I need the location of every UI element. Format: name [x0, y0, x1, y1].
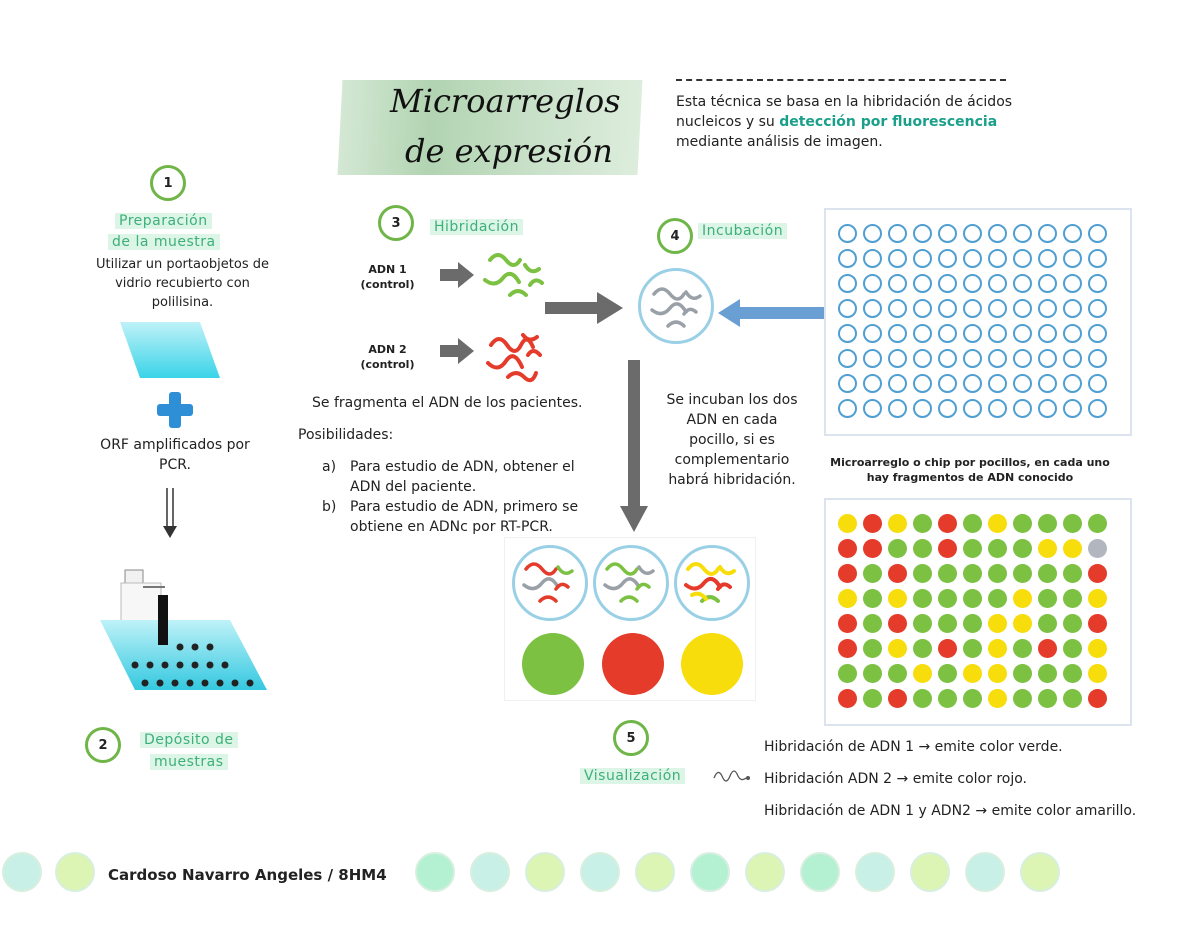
- footer-dot: [910, 852, 950, 892]
- chip-well: [1038, 274, 1057, 293]
- chip-well: [1063, 399, 1082, 418]
- result-well: [888, 614, 907, 633]
- green-dna-fragments: [480, 245, 550, 305]
- result-well: [863, 664, 882, 683]
- result-well: [1063, 589, 1082, 608]
- chip-well: [1013, 399, 1032, 418]
- adn2-sub: (control): [360, 358, 415, 371]
- chip-well: [888, 249, 907, 268]
- red-dna-fragments: [483, 325, 548, 385]
- result-well: [1063, 689, 1082, 708]
- result-well: [913, 589, 932, 608]
- result-red-dot: [602, 633, 664, 695]
- intro-after: mediante análisis de imagen.: [676, 134, 883, 150]
- result-well: [1088, 514, 1107, 533]
- opt-a-marker: a): [322, 459, 337, 475]
- result-well: [838, 614, 857, 633]
- chip-well: [888, 274, 907, 293]
- result-well: [963, 639, 982, 658]
- squiggle-arrow-icon: [712, 768, 752, 788]
- result-well: [1063, 539, 1082, 558]
- result-well: [963, 514, 982, 533]
- result-well: [1013, 589, 1032, 608]
- intro-rule: [676, 79, 1006, 81]
- arrow-to-incubation-icon: [545, 292, 625, 324]
- chip-well: [1013, 299, 1032, 318]
- result-well: [1013, 539, 1032, 558]
- step-2-label-2: muestras: [150, 754, 228, 770]
- chip-well: [838, 249, 857, 268]
- result-well: [1038, 664, 1057, 683]
- chip-well: [863, 324, 882, 343]
- chip-well: [1038, 349, 1057, 368]
- footer-dot: [690, 852, 730, 892]
- chip-well: [1063, 349, 1082, 368]
- chip-well: [1013, 349, 1032, 368]
- result-well: [863, 564, 882, 583]
- result-well: [888, 689, 907, 708]
- result-well: [938, 689, 957, 708]
- chip-well: [938, 249, 957, 268]
- result-well: [988, 614, 1007, 633]
- opt-b-marker: b): [322, 499, 337, 515]
- chip-well: [1088, 349, 1107, 368]
- footer-dot: [2, 852, 42, 892]
- footer-author: Cardoso Navarro Angeles / 8HM4: [108, 866, 387, 884]
- result-well: [963, 664, 982, 683]
- chip-well: [863, 374, 882, 393]
- chip-well: [838, 324, 857, 343]
- chip-well: [988, 249, 1007, 268]
- chip-result-grid: [838, 514, 1107, 708]
- result-well: [913, 564, 932, 583]
- opt-a-text: Para estudio de ADN, obtener el ADN del paciente.: [350, 459, 575, 495]
- result-well: [888, 639, 907, 658]
- chip-well: [938, 274, 957, 293]
- result-well: [963, 614, 982, 633]
- result-well: [988, 564, 1007, 583]
- chip-well: [963, 399, 982, 418]
- result-well: [938, 564, 957, 583]
- result-well: [913, 514, 932, 533]
- footer-dot: [965, 852, 1005, 892]
- adn1-sub: (control): [360, 278, 415, 291]
- chip-well: [1038, 299, 1057, 318]
- footer-dot: [1020, 852, 1060, 892]
- chip-well: [938, 324, 957, 343]
- result-well: [1088, 564, 1107, 583]
- legend-red: Hibridación ADN 2 → emite color rojo.: [764, 771, 1027, 787]
- chip-well: [913, 324, 932, 343]
- chip-well: [988, 349, 1007, 368]
- chip-well: [988, 324, 1007, 343]
- arrow-from-chip-icon: [718, 297, 836, 329]
- chip-well: [888, 349, 907, 368]
- legend-green: Hibridación de ADN 1 → emite color verde.: [764, 739, 1063, 755]
- chip-well: [888, 324, 907, 343]
- gray-dna-fragments: [648, 280, 706, 334]
- chip-well: [1063, 299, 1082, 318]
- result-well: [963, 539, 982, 558]
- arrow-adn2-icon: [440, 338, 476, 364]
- result-well: [1038, 689, 1057, 708]
- footer-dot: [745, 852, 785, 892]
- step-5-circle: 5: [613, 720, 649, 756]
- result-well: [913, 664, 932, 683]
- title-line-1: Microarreglos: [390, 82, 621, 120]
- chip-well: [1013, 249, 1032, 268]
- chip-well: [1088, 299, 1107, 318]
- chip-well: [1063, 374, 1082, 393]
- chip-well: [1063, 274, 1082, 293]
- chip-well: [1038, 399, 1057, 418]
- chip-well: [1088, 274, 1107, 293]
- footer-dot: [855, 852, 895, 892]
- result-well: [1013, 689, 1032, 708]
- result-well: [938, 664, 957, 683]
- result-well: [963, 564, 982, 583]
- legend-yellow: Hibridación de ADN 1 y ADN2 → emite color amarillo.: [764, 803, 1137, 819]
- chip-empty-grid: [838, 224, 1107, 418]
- step-1-circle: 1: [150, 165, 186, 201]
- chip-well: [863, 274, 882, 293]
- chip-well: [838, 399, 857, 418]
- chip-well: [963, 249, 982, 268]
- chip-well: [838, 224, 857, 243]
- result-well: [938, 539, 957, 558]
- result-well: [1088, 614, 1107, 633]
- result-well: [988, 664, 1007, 683]
- result-well: [988, 689, 1007, 708]
- chip-well: [1088, 399, 1107, 418]
- chip-well: [913, 274, 932, 293]
- result-well: [1063, 614, 1082, 633]
- mixed-fragments-2: [601, 555, 663, 613]
- chip-well: [863, 399, 882, 418]
- result-well: [888, 564, 907, 583]
- step-3-label: Hibridación: [430, 219, 523, 235]
- chip-well: [1013, 374, 1032, 393]
- result-well: [963, 689, 982, 708]
- possibilities-label: Posibilidades:: [298, 427, 394, 443]
- result-well: [988, 639, 1007, 658]
- adn2-label: [360, 342, 415, 372]
- incubation-desc: Se incuban los dos ADN en cada pocillo, si es complementario habrá hibridación.: [666, 392, 798, 488]
- result-well: [1088, 689, 1107, 708]
- step-1-label-2: de la muestra: [108, 234, 220, 250]
- chip-well: [963, 374, 982, 393]
- result-well: [938, 639, 957, 658]
- chip-well: [1088, 374, 1107, 393]
- chip-well: [838, 299, 857, 318]
- result-well: [1038, 564, 1057, 583]
- chip-well: [838, 374, 857, 393]
- step-2-label-1: Depósito de: [140, 732, 238, 748]
- result-well: [1063, 664, 1082, 683]
- chip-well: [938, 399, 957, 418]
- spotter-machine: [95, 565, 270, 705]
- chip-well: [963, 224, 982, 243]
- step-1-label-1: Preparación: [115, 213, 212, 229]
- step-1-desc: Utilizar un portaobjetos de vidrio recubierto con polilisina.: [96, 257, 269, 310]
- result-well: [863, 589, 882, 608]
- result-well: [938, 614, 957, 633]
- chip-well: [988, 299, 1007, 318]
- chip-well: [988, 224, 1007, 243]
- chip-well: [913, 374, 932, 393]
- mixed-fragments-1: [520, 555, 582, 613]
- result-well: [988, 589, 1007, 608]
- result-well: [838, 689, 857, 708]
- chip-well: [838, 349, 857, 368]
- chip-well: [988, 399, 1007, 418]
- arrow-down-visualization-icon: [620, 360, 648, 532]
- result-well: [838, 514, 857, 533]
- result-well: [913, 689, 932, 708]
- chip-well: [963, 274, 982, 293]
- result-well: [838, 664, 857, 683]
- chip-well: [1013, 224, 1032, 243]
- footer-dot: [525, 852, 565, 892]
- footer-dot: [470, 852, 510, 892]
- plus-icon: [155, 390, 195, 430]
- chip-well: [1088, 249, 1107, 268]
- result-well: [838, 639, 857, 658]
- result-well: [863, 614, 882, 633]
- chip-well: [913, 299, 932, 318]
- chip-well: [888, 224, 907, 243]
- footer-dot: [580, 852, 620, 892]
- result-well: [888, 589, 907, 608]
- orf-text: ORF amplificados por PCR.: [100, 437, 250, 473]
- result-well: [913, 639, 932, 658]
- chip-well: [1038, 249, 1057, 268]
- result-well: [1038, 514, 1057, 533]
- chip-well: [988, 274, 1007, 293]
- intro-highlight: detección por fluorescencia: [779, 114, 998, 130]
- result-well: [1038, 589, 1057, 608]
- result-well: [913, 614, 932, 633]
- result-yellow-dot: [681, 633, 743, 695]
- result-well: [863, 689, 882, 708]
- result-well: [863, 639, 882, 658]
- title-line-2: de expresión: [405, 132, 613, 170]
- result-well: [1088, 639, 1107, 658]
- chip-well: [963, 349, 982, 368]
- chip-well: [1038, 324, 1057, 343]
- result-well: [1088, 539, 1107, 558]
- chip-well: [938, 349, 957, 368]
- result-green-dot: [522, 633, 584, 695]
- result-well: [888, 539, 907, 558]
- result-well: [1013, 564, 1032, 583]
- chip-well: [938, 299, 957, 318]
- intro-before: Esta técnica se basa en la hibridación de ácidos nucleicos y su: [676, 94, 1013, 130]
- step-2-circle: 2: [85, 727, 121, 763]
- chip-well: [988, 374, 1007, 393]
- glass-slide: [115, 320, 225, 380]
- result-well: [1088, 664, 1107, 683]
- chip-well: [1063, 249, 1082, 268]
- adn1-name: ADN 1: [368, 263, 407, 276]
- chip-caption: Microarreglo o chip por pocillos, en cada uno hay fragmentos de ADN conocido: [830, 456, 1110, 484]
- chip-well: [913, 249, 932, 268]
- chip-well: [938, 224, 957, 243]
- result-well: [988, 539, 1007, 558]
- result-well: [1088, 589, 1107, 608]
- result-well: [938, 589, 957, 608]
- result-well: [888, 664, 907, 683]
- result-well: [1013, 614, 1032, 633]
- result-well: [888, 514, 907, 533]
- chip-well: [838, 274, 857, 293]
- result-well: [1038, 539, 1057, 558]
- adn1-label: [360, 262, 415, 292]
- result-well: [913, 539, 932, 558]
- result-well: [1063, 564, 1082, 583]
- intro-text: [676, 92, 1016, 152]
- chip-well: [1063, 324, 1082, 343]
- result-well: [1013, 514, 1032, 533]
- step-5-label: Visualización: [580, 768, 685, 784]
- chip-well: [1013, 274, 1032, 293]
- result-well: [838, 564, 857, 583]
- footer-dot: [635, 852, 675, 892]
- fragment-text: Se fragmenta el ADN de los pacientes.: [312, 395, 583, 411]
- chip-well: [913, 399, 932, 418]
- chip-well: [863, 224, 882, 243]
- footer-dot: [800, 852, 840, 892]
- chip-well: [938, 374, 957, 393]
- chip-well: [1063, 224, 1082, 243]
- chip-well: [963, 299, 982, 318]
- footer-dot: [55, 852, 95, 892]
- chip-well: [888, 299, 907, 318]
- result-well: [863, 539, 882, 558]
- chip-well: [1038, 374, 1057, 393]
- chip-well: [1088, 324, 1107, 343]
- chip-well: [1038, 224, 1057, 243]
- result-well: [963, 589, 982, 608]
- result-well: [1038, 614, 1057, 633]
- result-well: [863, 514, 882, 533]
- chip-well: [863, 349, 882, 368]
- chip-well: [963, 324, 982, 343]
- result-well: [1038, 639, 1057, 658]
- chip-well: [913, 349, 932, 368]
- result-well: [1063, 514, 1082, 533]
- chip-well: [863, 249, 882, 268]
- result-well: [938, 514, 957, 533]
- chip-well: [888, 399, 907, 418]
- adn2-name: ADN 2: [368, 343, 407, 356]
- result-well: [988, 514, 1007, 533]
- chip-well: [863, 299, 882, 318]
- result-well: [1013, 664, 1032, 683]
- chip-well: [1088, 224, 1107, 243]
- result-well: [1063, 639, 1082, 658]
- opt-b-text: Para estudio de ADN, primero se obtiene en ADNc por RT-PCR.: [350, 499, 579, 535]
- step-4-circle: 4: [657, 218, 693, 254]
- step-3-circle: 3: [378, 205, 414, 241]
- arrow-adn1-icon: [440, 262, 476, 288]
- chip-well: [1013, 324, 1032, 343]
- step-4-label: Incubación: [698, 223, 787, 239]
- down-arrow-icon: [158, 488, 182, 540]
- chip-well: [888, 374, 907, 393]
- result-well: [838, 539, 857, 558]
- mixed-fragments-3: [682, 555, 744, 613]
- result-well: [1013, 639, 1032, 658]
- chip-well: [913, 224, 932, 243]
- result-well: [838, 589, 857, 608]
- footer-dot: [415, 852, 455, 892]
